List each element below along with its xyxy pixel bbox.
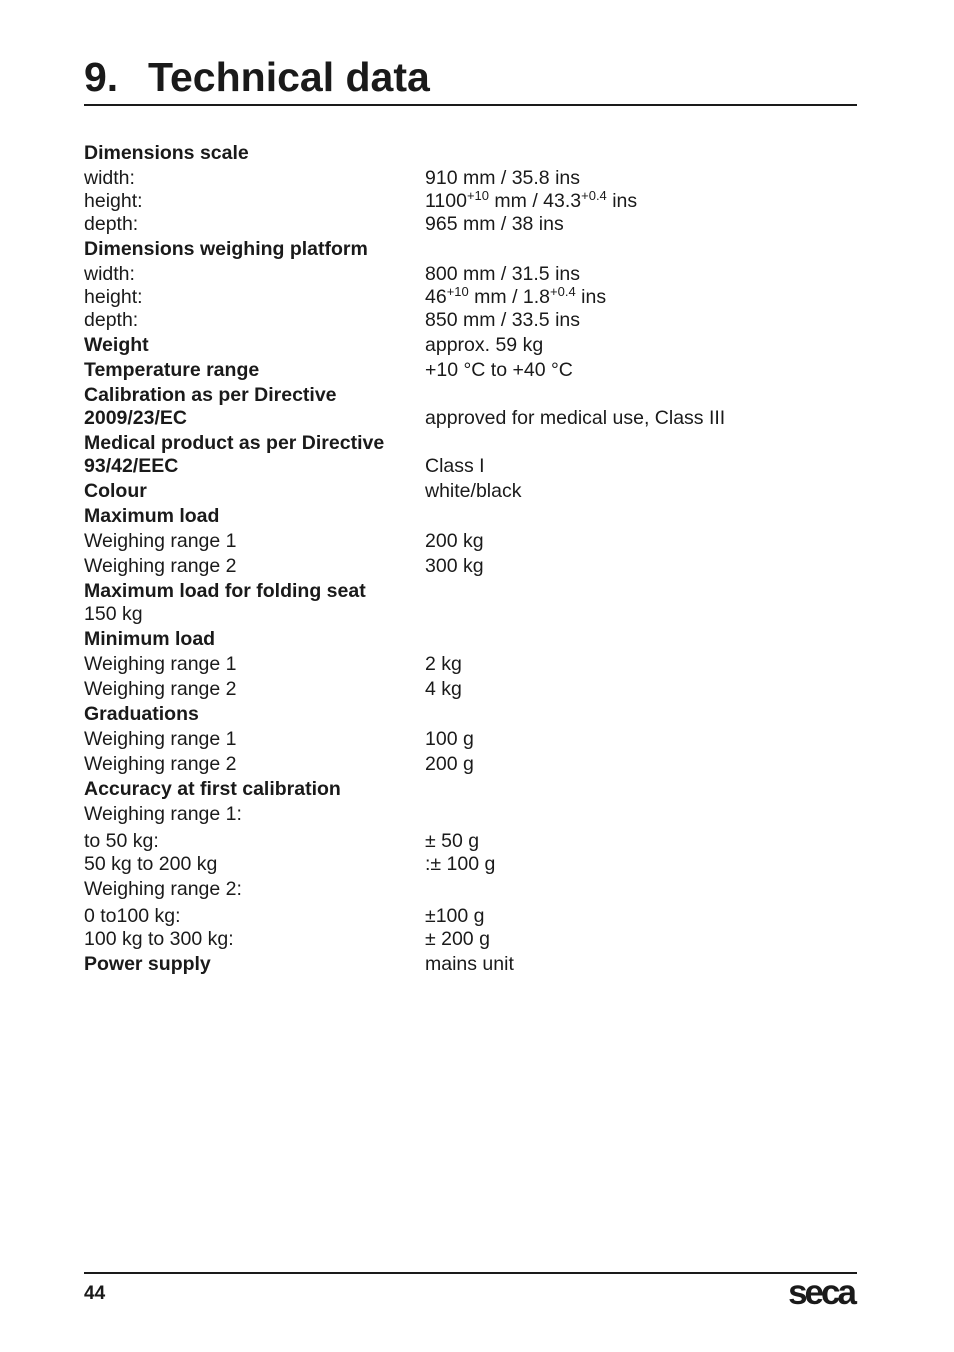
spec-heading: Maximum load (84, 505, 220, 527)
spec-value: mains unit (425, 953, 514, 975)
value-part: ins (575, 286, 607, 308)
value-part: mm / 1.8 (468, 286, 551, 308)
spec-heading: Minimum load (84, 628, 216, 650)
tolerance-superscript: +0.4 (581, 188, 607, 203)
spec-heading: Dimensions scale (84, 142, 249, 164)
spec-label: width: (84, 263, 135, 285)
section-title: Technical data (148, 54, 430, 100)
spec-label: Weighing range 2: (84, 878, 242, 900)
spec-label: depth: (84, 309, 139, 331)
spec-value: ± 50 g (425, 830, 480, 852)
spec-row (84, 167, 857, 190)
spec-label: depth: (84, 213, 139, 235)
spec-label: 100 kg to 300 kg: (84, 928, 234, 950)
spec-value (425, 286, 606, 309)
spec-heading: Maximum load for folding seat (84, 580, 366, 602)
page-title (84, 54, 430, 100)
spec-row (84, 830, 857, 853)
spec-value: 965 mm / 38 ins (425, 213, 564, 235)
spec-label: Weighing range 2 (84, 753, 237, 775)
tolerance-superscript: +10 (466, 188, 489, 203)
spec-row-dimensions-scale (84, 142, 857, 165)
spec-row (84, 728, 857, 751)
spec-row-colour (84, 480, 857, 503)
spec-label: to 50 kg: (84, 830, 159, 852)
spec-value (425, 190, 637, 213)
seca-logo (781, 1270, 861, 1314)
spec-row-minimum-load (84, 628, 857, 651)
spec-heading: Colour (84, 480, 147, 502)
spec-row-calibration (84, 384, 857, 430)
spec-heading: Weight (84, 334, 149, 356)
spec-value: 850 mm / 33.5 ins (425, 309, 580, 331)
spec-row (84, 286, 857, 309)
spec-row (84, 878, 857, 901)
logo-text: seca (788, 1273, 854, 1312)
spec-label: Weighing range 2 (84, 555, 237, 577)
spec-label: 150 kg (84, 603, 143, 625)
spec-row-dimensions-platform (84, 238, 857, 261)
spec-value: ± 200 g (425, 928, 490, 950)
header-rule (84, 104, 857, 106)
heading-line: Medical product as per Directive (84, 432, 385, 454)
spec-value: 200 kg (425, 530, 484, 552)
heading-line: Calibration as per Directive (84, 384, 337, 406)
spec-label: 0 to100 kg: (84, 905, 181, 927)
spec-row (84, 555, 857, 578)
spec-row-accuracy (84, 778, 857, 801)
spec-label: Weighing range 1 (84, 530, 237, 552)
spec-heading: Accuracy at first calibration (84, 778, 341, 800)
technical-data-list (84, 142, 857, 976)
spec-row-maximum-load (84, 505, 857, 528)
spec-value: +10 °C to +40 °C (425, 359, 573, 381)
spec-heading: Temperature range (84, 359, 260, 381)
spec-row-medical-product (84, 432, 857, 478)
spec-value: Class I (425, 455, 485, 477)
spec-row (84, 190, 857, 213)
spec-value: approved for medical use, Class III (425, 407, 726, 429)
spec-value: 800 mm / 31.5 ins (425, 263, 580, 285)
spec-row (84, 213, 857, 236)
spec-label: height: (84, 190, 143, 212)
spec-heading: Dimensions weighing platform (84, 238, 368, 260)
spec-heading: Graduations (84, 703, 199, 725)
spec-row-graduations (84, 703, 857, 726)
value-part: mm / 43.3 (489, 190, 582, 212)
spec-label: Weighing range 1 (84, 653, 237, 675)
spec-value: :± 100 g (425, 853, 496, 875)
tolerance-superscript: +10 (446, 284, 469, 299)
spec-row (84, 803, 857, 826)
spec-label: Weighing range 2 (84, 678, 237, 700)
spec-row-power-supply (84, 953, 857, 976)
spec-label: Weighing range 1 (84, 728, 237, 750)
value-part: 46 (425, 286, 447, 308)
spec-row-weight (84, 334, 857, 357)
spec-row (84, 603, 857, 626)
footer-rule (84, 1272, 857, 1274)
spec-row (84, 263, 857, 286)
spec-value: 200 g (425, 753, 474, 775)
spec-heading (84, 384, 425, 430)
spec-row-folding-seat (84, 580, 857, 603)
tolerance-superscript: +0.4 (550, 284, 576, 299)
spec-row (84, 853, 857, 876)
spec-label: Weighing range 1: (84, 803, 242, 825)
spec-value: 100 g (425, 728, 474, 750)
value-part: 1100 (425, 190, 467, 212)
spec-label: 50 kg to 200 kg (84, 853, 218, 875)
spec-value: 4 kg (425, 678, 462, 700)
section-number: 9. (84, 54, 119, 100)
spec-row (84, 928, 857, 951)
spec-label: height: (84, 286, 143, 308)
heading-line: 93/42/EEC (84, 455, 179, 477)
spec-heading (84, 432, 425, 478)
spec-value: ±100 g (425, 905, 485, 927)
spec-heading: Power supply (84, 953, 211, 975)
spec-row (84, 753, 857, 776)
spec-value: 300 kg (425, 555, 484, 577)
page-number: 44 (84, 1283, 106, 1304)
spec-row (84, 678, 857, 701)
spec-row (84, 309, 857, 332)
spec-row (84, 530, 857, 553)
spec-label: width: (84, 167, 135, 189)
spec-value: 2 kg (425, 653, 462, 675)
value-part: ins (606, 190, 638, 212)
spec-value: white/black (425, 480, 522, 502)
spec-row (84, 905, 857, 928)
spec-value: approx. 59 kg (425, 334, 544, 356)
heading-line: 2009/23/EC (84, 407, 187, 429)
spec-row (84, 653, 857, 676)
spec-value: 910 mm / 35.8 ins (425, 167, 580, 189)
spec-row-temperature (84, 359, 857, 382)
